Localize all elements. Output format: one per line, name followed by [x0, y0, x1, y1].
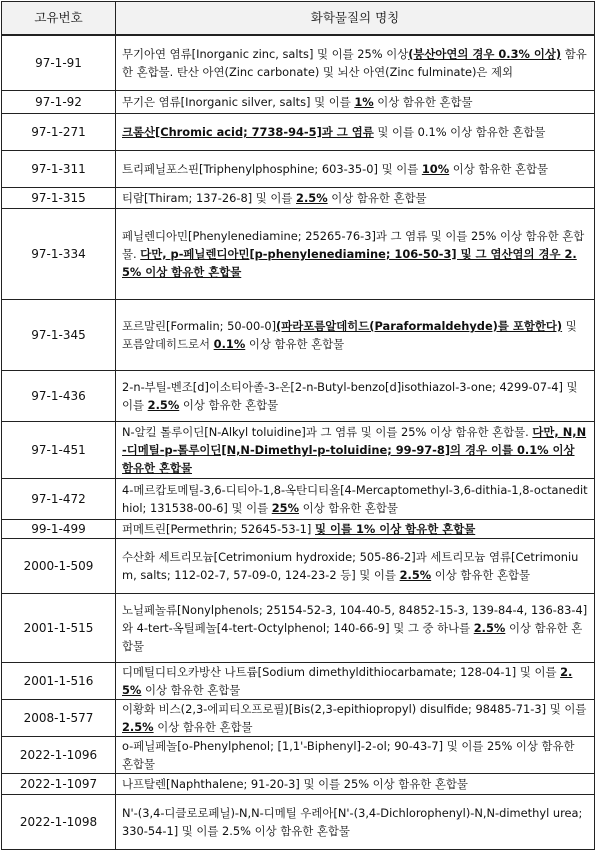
underlined-text: 2.5%	[122, 720, 154, 734]
header-name: 화학물질의 명칭	[116, 2, 595, 36]
name-text: 이상 함유한 혼합물	[141, 683, 241, 697]
header-id: 고유번호	[2, 2, 116, 36]
substance-name	[116, 422, 595, 479]
substance-name	[116, 520, 595, 539]
substance-name	[116, 35, 595, 91]
substance-name	[116, 114, 595, 151]
name-text: 이황화 비스(2,3-에피티오프로필)[Bis(2,3-epithiopropyl) disulfide; 98485-71-3] 및 이를	[122, 702, 587, 716]
substance-name	[116, 151, 595, 188]
table-row	[2, 795, 595, 850]
name-text: 포르말린[Formalin; 50-00-0]	[122, 319, 277, 333]
substance-id: 97-1-472	[2, 479, 116, 520]
substance-name	[116, 795, 595, 850]
underlined-text: 2.5%	[473, 621, 506, 635]
name-text: 및 포름알데히드로서	[122, 319, 577, 351]
substance-id: 97-1-334	[2, 209, 116, 300]
header-row	[2, 2, 595, 36]
underlined-text: 2.5%	[296, 191, 328, 205]
table-row	[2, 663, 595, 700]
name-text: 이상 함유한 혼합물	[299, 501, 398, 515]
underlined-text: 10%	[421, 162, 450, 176]
substance-id: 2022-1-1097	[2, 774, 116, 795]
substance-name	[116, 91, 595, 114]
substance-name	[116, 774, 595, 795]
substance-id: 2008-1-577	[2, 700, 116, 737]
substance-name	[116, 188, 595, 209]
underlined-text: 2.5%	[122, 665, 573, 697]
underlined-text: (붕산아연의 경우 0.3% 이상)	[408, 47, 562, 61]
substance-id: 97-1-436	[2, 371, 116, 422]
substance-name	[116, 737, 595, 774]
name-text: 나프탈렌[Naphthalene; 91-20-3] 및 이를 25% 이상 함유한 혼합물	[122, 777, 468, 791]
name-text: N'-(3,4-디클로로페닐)-N,N-디메틸 우레아[N'-(3,4-Dichlorophenyl)-N,N-dimethyl urea; 330-54-1] 및 이를 2.5% 이상 함유한 혼합물	[122, 806, 583, 838]
substance-id: 2022-1-1096	[2, 737, 116, 774]
underlined-text: 0.1%	[213, 337, 246, 351]
name-text: 수산화 세트리모늄[Cetrimonium hydroxide; 505-86-2]과 세트리모늄 염류[Cetrimonium, salts; 112-02-7, 57-09-0, 124-23-2 등] 및 이를	[122, 550, 579, 582]
substance-id: 99-1-499	[2, 520, 116, 539]
table-row	[2, 520, 595, 539]
substance-id: 97-1-315	[2, 188, 116, 209]
substance-id: 97-1-92	[2, 91, 116, 114]
table-row	[2, 422, 595, 479]
underlined-text: 다만, N,N-디메틸-p-톨루이딘[N,N-Dimethyl-p-toluidine; 99-97-8]의 경우 이를 0.1% 이상 함유한 혼합물	[122, 425, 587, 475]
name-text: 이상 함유한 혼합물	[245, 337, 345, 351]
name-text: 무기은 염류[Inorganic silver, salts] 및 이를	[122, 95, 355, 109]
table-row	[2, 539, 595, 594]
underlined-text: 및 이를 1% 이상 함유한 혼합물	[315, 522, 476, 536]
underlined-text: 2.5%	[147, 398, 180, 412]
table-row	[2, 114, 595, 151]
chemical-substance-table	[1, 1, 595, 850]
table-row	[2, 371, 595, 422]
name-text: 퍼메트린[Permethrin; 52645-53-1]	[122, 522, 315, 536]
substance-id: 97-1-271	[2, 114, 116, 151]
table-row	[2, 737, 595, 774]
table-row	[2, 300, 595, 371]
substance-id: 97-1-345	[2, 300, 116, 371]
name-text: 이상 함유한 혼합물	[373, 95, 473, 109]
name-text: 페닐렌디아민[Phenylenediamine; 25265-76-3]과 그 염류 및 이를 25% 이상 함유한 혼합물.	[122, 229, 585, 261]
name-text: 함유한 혼합물. 탄산 아연(Zinc carbonate) 및 뇌산 아연(Zinc fulminate)은 제외	[122, 47, 587, 79]
table-row	[2, 209, 595, 300]
substance-id: 2000-1-509	[2, 539, 116, 594]
name-text: 이상 함유한 혼합물	[153, 720, 253, 734]
name-text: 4-메르캅토메틸-3,6-디티아-1,8-옥탄디티올[4-Mercaptomethyl-3,6-dithia-1,8-octanedithiol; 131538-00-6] 및 이를	[122, 483, 588, 515]
underlined-text: 2.5%	[399, 568, 432, 582]
table-row	[2, 774, 595, 795]
substance-name	[116, 300, 595, 371]
table-row	[2, 479, 595, 520]
substance-id: 2001-1-516	[2, 663, 116, 700]
table-row	[2, 188, 595, 209]
substance-id: 97-1-451	[2, 422, 116, 479]
underlined-text: 다만, p-페닐렌디아민[p-phenylenediamine; 106-50-3] 및 그 염산염의 경우 2.5% 이상 함유한 혼합물	[122, 247, 577, 279]
name-text: 트리페닐포스핀[Triphenylphosphine; 603-35-0] 및 이를	[122, 162, 422, 176]
substance-id: 97-1-91	[2, 35, 116, 91]
underlined-text: 크롬산[Chromic acid; 7738-94-5]과 그 염류	[122, 125, 374, 139]
name-text: 이상 함유한 혼합물	[327, 191, 427, 205]
table-row	[2, 91, 595, 114]
name-text: 무기아연 염류[Inorganic zinc, salts] 및 이를 25% 이상	[122, 47, 409, 61]
name-text: 2-n-부틸-벤조[d]이소티아졸-3-온[2-n-Butyl-benzo[d]isothiazol-3-one; 4299-07-4] 및 이를	[122, 380, 578, 412]
name-text: 이상 함유한 혼합물	[449, 162, 549, 176]
name-text: 이상 함유한 혼합물	[431, 568, 531, 582]
name-text: 노닐페놀류[Nonylphenols; 25154-52-3, 104-40-5, 84852-15-3, 139-84-4, 136-83-4]와 4-tert-옥틸페놀[4-tert-Octylphenol; 140-66-9] 및 그 중 하나를	[122, 603, 588, 635]
substance-name	[116, 371, 595, 422]
table-row	[2, 35, 595, 91]
table-row	[2, 151, 595, 188]
underlined-text: 25%	[271, 501, 300, 515]
name-text: N-알킬 톨루이딘[N-Alkyl toluidine]과 그 염류 및 이를 25% 이상 함유한 혼합물.	[122, 425, 533, 439]
substance-id: 97-1-311	[2, 151, 116, 188]
name-text: 이상 함유한 혼합물	[122, 621, 583, 653]
substance-name	[116, 594, 595, 663]
substance-name	[116, 663, 595, 700]
name-text: 티람[Thiram; 137-26-8] 및 이를	[122, 191, 297, 205]
table-row	[2, 594, 595, 663]
name-text: 이상 함유한 혼합물	[179, 398, 279, 412]
underlined-text: (파라포름알데히드(Paraformaldehyde)를 포함한다)	[276, 319, 563, 333]
substance-name	[116, 209, 595, 300]
substance-name	[116, 479, 595, 520]
substance-id: 2022-1-1098	[2, 795, 116, 850]
underlined-text: 1%	[354, 95, 374, 109]
substance-name	[116, 539, 595, 594]
name-text: o-페닐페놀[o-Phenylphenol; [1,1'-Biphenyl]-2-ol; 90-43-7] 및 이를 25% 이상 함유한 혼합물	[122, 739, 575, 771]
name-text: 및 이를 0.1% 이상 함유한 혼합물	[373, 125, 546, 139]
substance-id: 2001-1-515	[2, 594, 116, 663]
substance-name	[116, 700, 595, 737]
table-row	[2, 700, 595, 737]
name-text: 디메틸디티오카방산 나트륨[Sodium dimethyldithiocarbamate; 128-04-1] 및 이를	[122, 665, 561, 679]
